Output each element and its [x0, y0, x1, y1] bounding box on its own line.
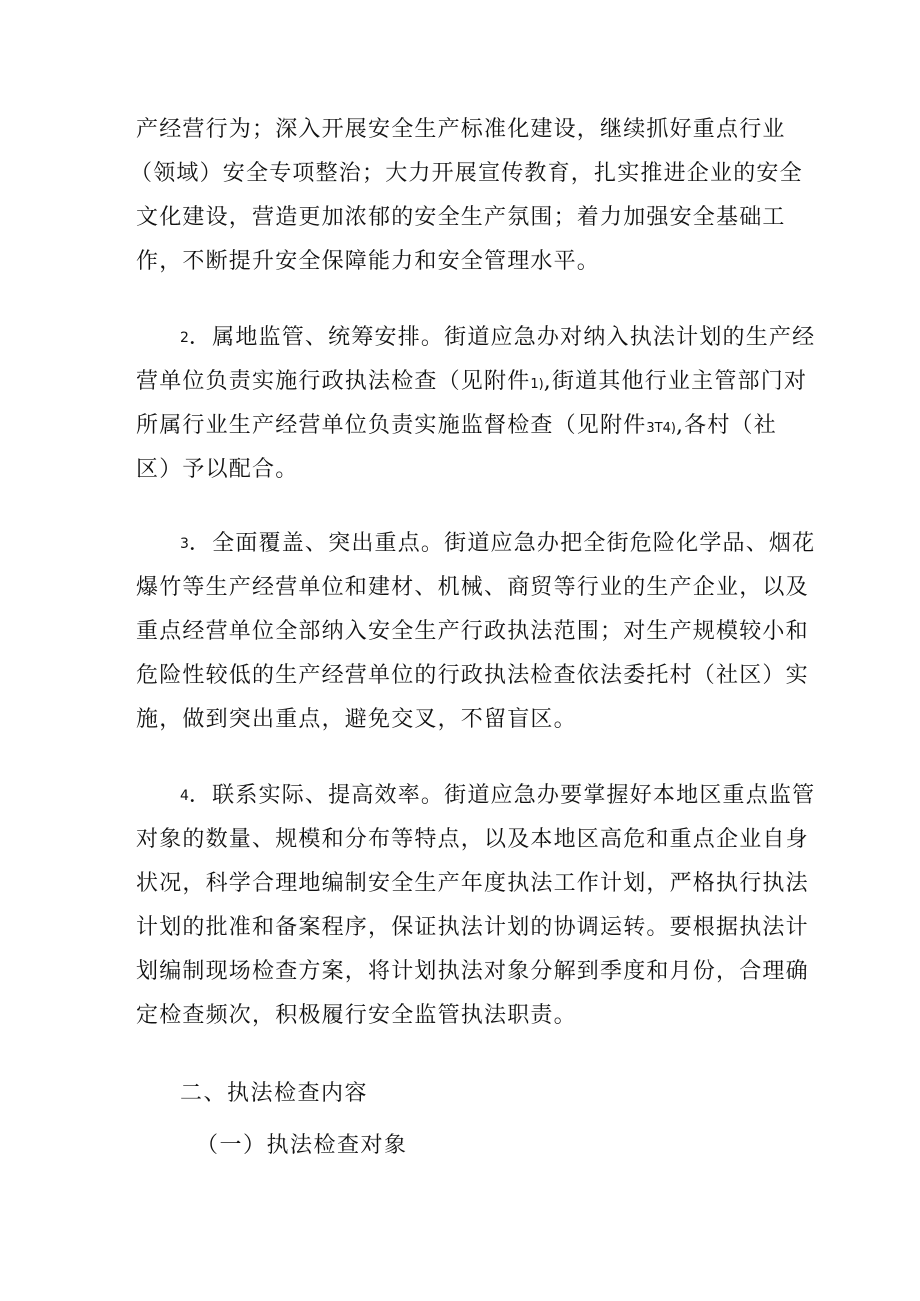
text-line: [136, 360, 808, 404]
text-line: 计划的批准和备案程序，保证执法计划的协调运转。要根据执法计: [136, 915, 809, 940]
text-line: 作，不断提升安全保障能力和安全管理水平。: [136, 249, 601, 274]
text-line: 重点经营单位全部纳入安全生产行政执法范围；对生产规模较小和: [136, 619, 809, 644]
text-line: 划编制现场检查方案，将计划执法对象分解到季度和月份，合理确: [136, 959, 809, 984]
sub-heading: （一）执法检查对象: [196, 1133, 408, 1158]
text-segment: ,街道其他行业主管部门对: [543, 369, 808, 394]
text-line: [136, 774, 816, 818]
text-line: 区）予以配合。: [136, 457, 299, 482]
text-segment: ．联系实际、提高效率。街道应急办要掌握好本地区重点监管: [188, 783, 816, 808]
text-line: （领域）安全专项整治；大力开展宣传教育，扎实推进企业的安全: [130, 161, 803, 186]
item-number: 3: [180, 536, 189, 552]
item-number: 4: [180, 788, 189, 804]
section-heading: 二、执法检查内容: [180, 1081, 369, 1106]
text-line: 爆竹等生产经营单位和建材、机械、商贸等行业的生产企业，以及: [136, 575, 809, 600]
paragraph-intro: [130, 108, 803, 284]
text-line: 产经营行为；深入开展安全生产标准化建设，继续抓好重点行业: [136, 117, 786, 142]
paragraph-item-3: [136, 522, 816, 742]
text-line: 文化建设，营造更加浓郁的安全生产氛围；着力加强安全基础工: [136, 205, 786, 230]
text-segment: 营单位负责实施行政执法检查（见附件: [136, 369, 531, 394]
paragraph-item-4: [136, 774, 816, 1038]
text-line: 施，做到突出重点，避免交叉，不留盲区。: [136, 707, 577, 732]
paragraph-item-2: [136, 316, 816, 492]
text-line: 定检查频次，积极履行安全监管执法职责。: [136, 1003, 577, 1028]
text-line: 对象的数量、规模和分布等特点，以及本地区高危和重点企业自身: [136, 827, 809, 852]
text-line: 危险性较低的生产经营单位的行政执法检查依法委托村（社区）实: [136, 663, 809, 688]
text-segment: ．属地监管、统筹安排。街道应急办对纳入执法计划的生产经: [188, 325, 816, 350]
text-line: [136, 522, 816, 566]
text-segment: ,各村（社: [675, 413, 777, 438]
text-line: [136, 404, 796, 448]
item-number: 2: [180, 330, 189, 346]
text-segment: ．全面覆盖、突出重点。街道应急办把全街危险化学品、烟花: [188, 531, 816, 556]
text-line: 状况，科学合理地编制安全生产年度执法工作计划，严格执行执法: [136, 871, 809, 896]
attachment-ref: 1): [530, 377, 544, 392]
text-line: [136, 316, 816, 360]
text-segment: 所属行业生产经营单位负责实施监督检查（见附件: [136, 413, 647, 438]
attachment-ref: 3T4): [646, 421, 676, 436]
